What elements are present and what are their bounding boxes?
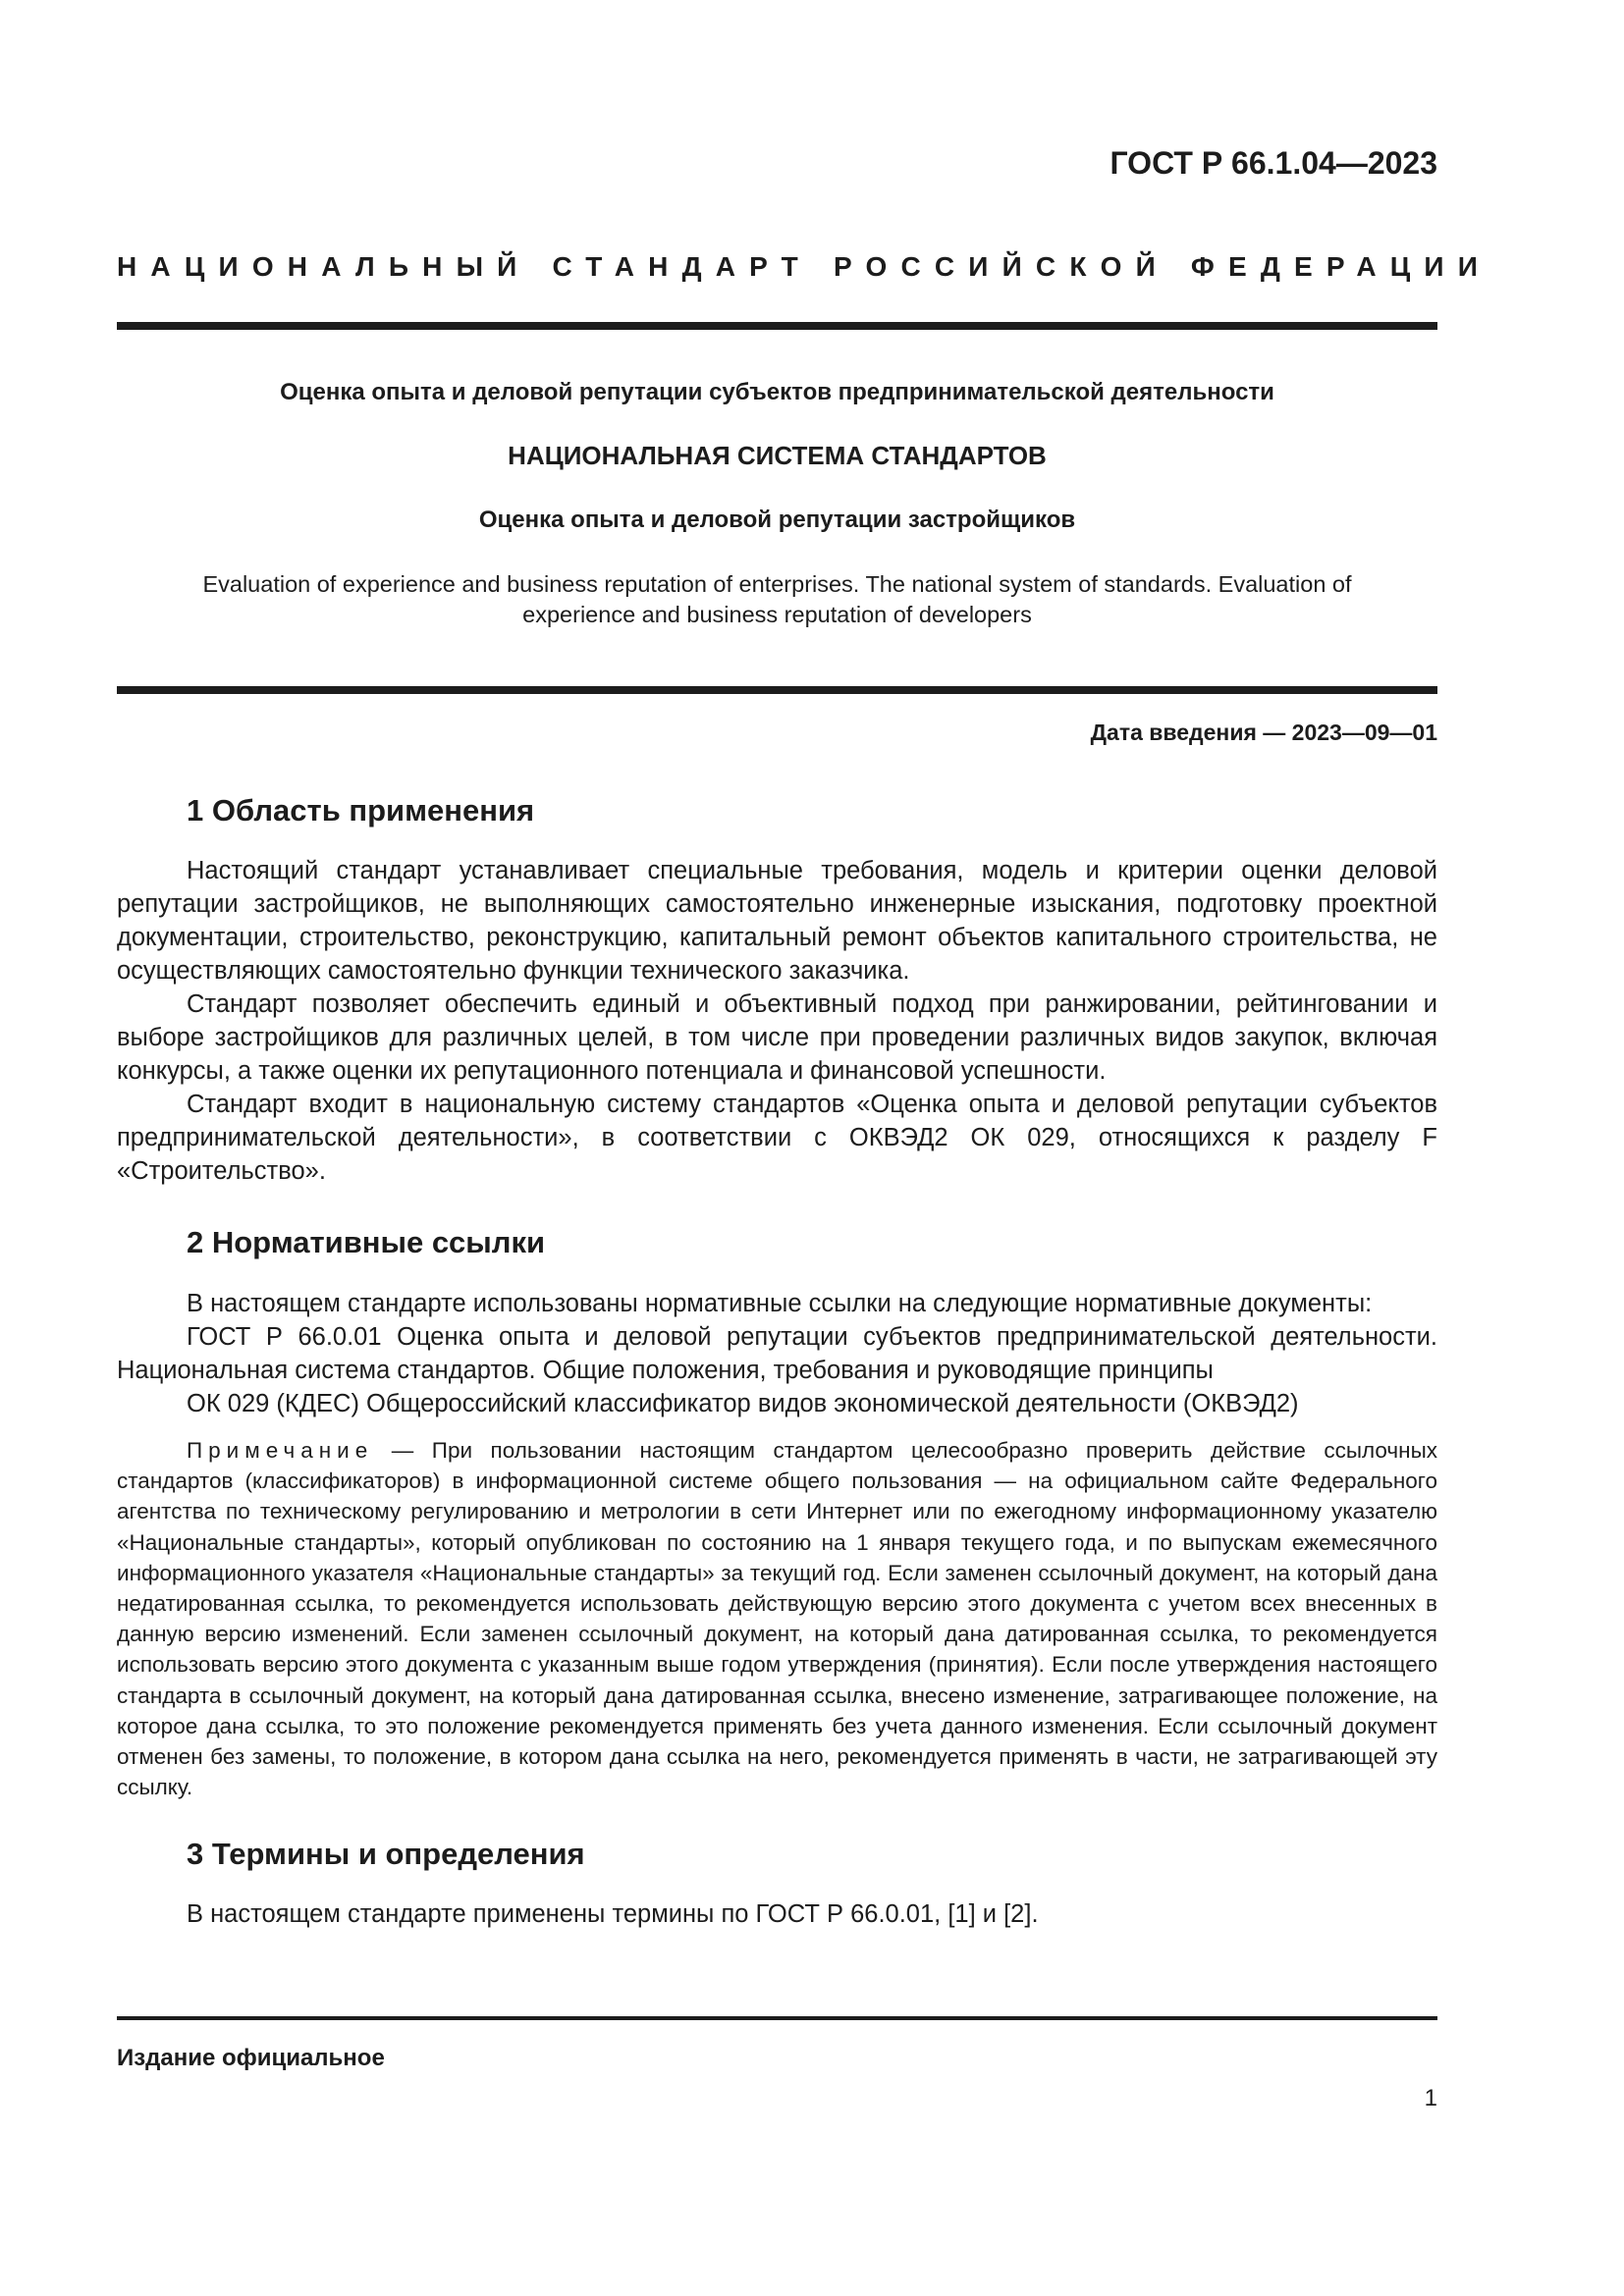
note-label: Примечание: [187, 1438, 374, 1463]
section-2-paragraph-1: В настоящем стандарте использованы нормативные ссылки на следующие нормативные документы:: [187, 1290, 1373, 1317]
section-1-paragraph-1: Настоящий стандарт устанавливает специальные требования, модель и критерии оценки деловой репутации застройщиков, не выполняющих самостоятельно инженерные изыскания, подготовку проектной документации, строительство, реконструкцию, капитальный ремонт объектов капитального строительства, не осуществляющих самостоятельно функции технического заказчика.: [117, 857, 1437, 985]
section-2-reference-1: ГОСТ Р 66.0.01 Оценка опыта и деловой репутации субъектов предпринимательской деятельности. Национальная система стандартов. Общие положения, требования и руководящие принципы: [117, 1323, 1437, 1384]
footer-rule: [117, 2016, 1437, 2020]
main-title: Оценка опыта и деловой репутации застройщиков: [478, 507, 1076, 533]
system-title: НАЦИОНАЛЬНАЯ СИСТЕМА СТАНДАРТОВ: [508, 441, 1047, 470]
top-rule: [117, 322, 1437, 330]
series-title: Оценка опыта и деловой репутации субъектов предпринимательской деятельности: [280, 379, 1274, 405]
section-2-reference-2: ОК 029 (КДЕС) Общероссийский классификатор видов экономической деятельности (ОКВЭД2): [187, 1390, 1299, 1417]
section-1-paragraph-2: Стандарт позволяет обеспечить единый и объективный подход при ранжировании, рейтинговании и выборе застройщиков для различных целей, в том числе при проведении различных видов закупок, включая конкурсы, а также оценки их репутационного потенциала и финансовой успешности.: [117, 990, 1437, 1085]
introduction-date: Дата введения — 2023—09—01: [1090, 720, 1437, 745]
section-1-heading: 1 Область применения: [187, 793, 535, 828]
section-2-note: [117, 1435, 1437, 1802]
english-title: Evaluation of experience and business reputation of enterprises. The national system of standards. Evaluation of experience and business reputation of developers: [202, 571, 1352, 627]
document-number: ГОСТ Р 66.1.04—2023: [1110, 145, 1437, 181]
section-2-heading: 2 Нормативные ссылки: [187, 1225, 546, 1259]
note-text: — При пользовании настоящим стандартом целесообразно проверить действие ссылочных стандартов (классификаторов) в информационной системе общего пользования — на официальном сайте Федерального агентства по техническому регулированию и метрологии в сети Интернет или по ежегодному информационному указателю «Национальные стандарты», который опубликован по состоянию на 1 января текущего года, и по выпускам ежемесячного информационного указателя «Национальные стандарты» за текущий год. Если заменен ссылочный документ, на который дана недатированная ссылка, то рекомендуется использовать действующую версию этого документа с учетом всех внесенных в данную версию изменений. Если заменен ссылочный документ, на который дана датированная ссылка, то рекомендуется использовать версию этого документа с указанным выше годом утверждения (принятия). Если после утверждения настоящего стандарта в ссылочный документ, на который дана датированная ссылка, внесено изменение, затрагивающее положение, на которое дана ссылка, то это положение рекомендуется применять без учета данного изменения. Если ссылочный документ отменен без замены, то положение, в котором дана ссылка на него, рекомендуется применять в части, не затрагивающей эту ссылку.: [117, 1438, 1437, 1800]
national-standard-banner: НАЦИОНАЛЬНЫЙ СТАНДАРТ РОССИЙСКОЙ ФЕДЕРАЦИИ: [117, 251, 1492, 282]
title-rule: [117, 686, 1437, 694]
official-edition-label: Издание официальное: [117, 2045, 385, 2071]
section-3-paragraph-1: В настоящем стандарте применены термины по ГОСТ Р 66.0.01, [1] и [2].: [187, 1900, 1039, 1928]
section-3-heading: 3 Термины и определения: [187, 1837, 585, 1871]
page-number: 1: [1424, 2085, 1437, 2111]
section-1-paragraph-3: Стандарт входит в национальную систему стандартов «Оценка опыта и деловой репутации субъектов предпринимательской деятельности», в соответствии с ОКВЭД2 ОК 029, относящихся к разделу F «Строительство».: [117, 1091, 1437, 1185]
